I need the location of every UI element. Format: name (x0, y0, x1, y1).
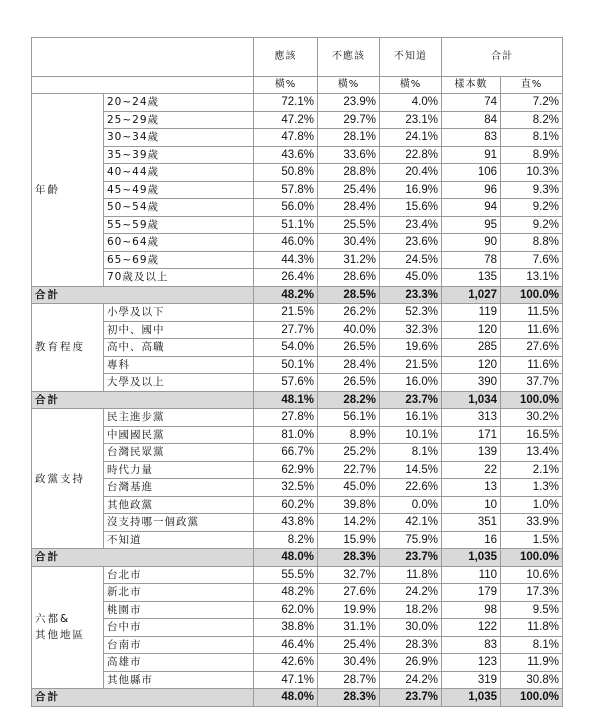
value-cell: 25.4% (318, 181, 380, 199)
value-cell: 390 (442, 374, 501, 392)
value-cell: 33.6% (318, 146, 380, 164)
table-row (32, 409, 563, 427)
value-cell: 30.2% (501, 409, 563, 427)
category-cell: 台灣基進 (104, 479, 254, 497)
value-cell: 45.0% (318, 479, 380, 497)
value-cell: 38.8% (254, 619, 318, 637)
total-value-cell: 48.1% (254, 391, 318, 409)
total-value-cell: 1,034 (442, 391, 501, 409)
value-cell: 8.2% (501, 111, 563, 129)
value-cell: 81.0% (254, 426, 318, 444)
total-value-cell: 23.3% (380, 286, 442, 304)
value-cell: 28.4% (318, 199, 380, 217)
value-cell: 110 (442, 566, 501, 584)
value-cell: 27.8% (254, 409, 318, 427)
total-value-cell: 23.7% (380, 689, 442, 707)
total-label: 合計 (32, 689, 254, 707)
value-cell: 16.0% (380, 374, 442, 392)
value-cell: 30.4% (318, 234, 380, 252)
value-cell: 8.8% (501, 234, 563, 252)
value-cell: 15.9% (318, 531, 380, 549)
crosstab-table (31, 37, 563, 707)
category-cell: 50~54歲 (104, 199, 254, 217)
total-value-cell: 23.7% (380, 549, 442, 567)
value-cell: 19.9% (318, 601, 380, 619)
subheader-cell: 直% (501, 77, 563, 94)
group-label-line: 教育程度 (35, 341, 85, 354)
value-cell: 32.3% (380, 321, 442, 339)
table-row (32, 531, 563, 549)
value-cell: 8.1% (501, 129, 563, 147)
value-cell: 10.1% (380, 426, 442, 444)
table-row (32, 619, 563, 637)
value-cell: 23.4% (380, 216, 442, 234)
category-cell: 65~69歲 (104, 251, 254, 269)
total-value-cell: 100.0% (501, 391, 563, 409)
category-cell: 30~34歲 (104, 129, 254, 147)
group-label-line: 其他地區 (35, 629, 85, 642)
value-cell: 23.1% (380, 111, 442, 129)
value-cell: 13.1% (501, 269, 563, 287)
category-cell: 中國國民黨 (104, 426, 254, 444)
value-cell: 47.8% (254, 129, 318, 147)
subheader-cell: 樣本數 (442, 77, 501, 94)
value-cell: 43.6% (254, 146, 318, 164)
table-row (32, 216, 563, 234)
value-cell: 27.6% (318, 584, 380, 602)
value-cell: 16.5% (501, 426, 563, 444)
category-cell: 大學及以上 (104, 374, 254, 392)
category-cell: 小學及以下 (104, 304, 254, 322)
value-cell: 16 (442, 531, 501, 549)
value-cell: 17.3% (501, 584, 563, 602)
table-row (32, 304, 563, 322)
category-cell: 其他縣市 (104, 671, 254, 689)
table-row (32, 566, 563, 584)
value-cell: 23.6% (380, 234, 442, 252)
value-cell: 123 (442, 654, 501, 672)
value-cell: 9.2% (501, 199, 563, 217)
table-row (32, 514, 563, 532)
value-cell: 26.2% (318, 304, 380, 322)
value-cell: 72.1% (254, 94, 318, 112)
subheader-row (32, 77, 563, 94)
category-cell: 台北市 (104, 566, 254, 584)
total-value-cell: 28.2% (318, 391, 380, 409)
total-value-cell: 1,035 (442, 549, 501, 567)
value-cell: 28.7% (318, 671, 380, 689)
value-cell: 11.9% (501, 654, 563, 672)
total-label: 合計 (32, 549, 254, 567)
header-corner (32, 38, 254, 77)
table-row (32, 444, 563, 462)
value-cell: 31.1% (318, 619, 380, 637)
value-cell: 25.2% (318, 444, 380, 462)
value-cell: 56.0% (254, 199, 318, 217)
category-cell: 55~59歲 (104, 216, 254, 234)
group-label-line: 六都& (35, 613, 71, 626)
value-cell: 84 (442, 111, 501, 129)
table-row (32, 461, 563, 479)
value-cell: 30.8% (501, 671, 563, 689)
value-cell: 66.7% (254, 444, 318, 462)
header-row (32, 38, 563, 77)
total-value-cell: 48.0% (254, 689, 318, 707)
value-cell: 13 (442, 479, 501, 497)
value-cell: 21.5% (380, 356, 442, 374)
value-cell: 28.3% (380, 636, 442, 654)
value-cell: 46.0% (254, 234, 318, 252)
category-cell: 民主進步黨 (104, 409, 254, 427)
value-cell: 9.2% (501, 216, 563, 234)
table-row (32, 479, 563, 497)
col-header-total: 合計 (442, 38, 563, 77)
value-cell: 7.2% (501, 94, 563, 112)
value-cell: 351 (442, 514, 501, 532)
value-cell: 11.6% (501, 356, 563, 374)
value-cell: 8.1% (380, 444, 442, 462)
table-row (32, 654, 563, 672)
value-cell: 8.2% (254, 531, 318, 549)
group-label (32, 566, 104, 689)
group-label-line: 年齡 (35, 183, 60, 196)
subheader-cell: 橫% (254, 77, 318, 94)
value-cell: 7.6% (501, 251, 563, 269)
value-cell: 28.8% (318, 164, 380, 182)
value-cell: 50.1% (254, 356, 318, 374)
value-cell: 135 (442, 269, 501, 287)
value-cell: 8.9% (318, 426, 380, 444)
value-cell: 0.0% (380, 496, 442, 514)
group-label (32, 304, 104, 392)
value-cell: 54.0% (254, 339, 318, 357)
value-cell: 9.3% (501, 181, 563, 199)
table-row (32, 374, 563, 392)
value-cell: 16.9% (380, 181, 442, 199)
table-row (32, 269, 563, 287)
total-value-cell: 1,027 (442, 286, 501, 304)
value-cell: 40.0% (318, 321, 380, 339)
value-cell: 51.1% (254, 216, 318, 234)
category-cell: 70歲及以上 (104, 269, 254, 287)
value-cell: 179 (442, 584, 501, 602)
table-row (32, 111, 563, 129)
value-cell: 42.6% (254, 654, 318, 672)
total-value-cell: 28.5% (318, 286, 380, 304)
value-cell: 28.6% (318, 269, 380, 287)
value-cell: 29.7% (318, 111, 380, 129)
value-cell: 78 (442, 251, 501, 269)
value-cell: 27.6% (501, 339, 563, 357)
value-cell: 47.2% (254, 111, 318, 129)
col-header-dont-know: 不知道 (380, 38, 442, 77)
value-cell: 57.6% (254, 374, 318, 392)
value-cell: 120 (442, 321, 501, 339)
table-row (32, 356, 563, 374)
value-cell: 18.2% (380, 601, 442, 619)
total-value-cell: 100.0% (501, 549, 563, 567)
value-cell: 57.8% (254, 181, 318, 199)
value-cell: 22.6% (380, 479, 442, 497)
table-row (32, 671, 563, 689)
category-cell: 台灣民眾黨 (104, 444, 254, 462)
value-cell: 120 (442, 356, 501, 374)
category-cell: 40~44歲 (104, 164, 254, 182)
value-cell: 13.4% (501, 444, 563, 462)
table-row (32, 339, 563, 357)
group-label (32, 94, 104, 287)
value-cell: 9.5% (501, 601, 563, 619)
category-cell: 時代力量 (104, 461, 254, 479)
value-cell: 24.5% (380, 251, 442, 269)
total-value-cell: 28.3% (318, 549, 380, 567)
total-row (32, 549, 563, 567)
value-cell: 94 (442, 199, 501, 217)
category-cell: 台中市 (104, 619, 254, 637)
value-cell: 44.3% (254, 251, 318, 269)
value-cell: 119 (442, 304, 501, 322)
table-row (32, 146, 563, 164)
category-cell: 桃園市 (104, 601, 254, 619)
value-cell: 11.8% (501, 619, 563, 637)
category-cell: 初中、國中 (104, 321, 254, 339)
value-cell: 28.4% (318, 356, 380, 374)
col-header-should: 應該 (254, 38, 318, 77)
value-cell: 32.5% (254, 479, 318, 497)
value-cell: 30.0% (380, 619, 442, 637)
category-cell: 專科 (104, 356, 254, 374)
value-cell: 10.6% (501, 566, 563, 584)
value-cell: 43.8% (254, 514, 318, 532)
table-row (32, 234, 563, 252)
value-cell: 55.5% (254, 566, 318, 584)
table-row (32, 496, 563, 514)
category-cell: 沒支持哪一個政黨 (104, 514, 254, 532)
table-row (32, 636, 563, 654)
value-cell: 98 (442, 601, 501, 619)
total-value-cell: 100.0% (501, 689, 563, 707)
group-label-line: 政黨支持 (35, 472, 85, 485)
table-row (32, 321, 563, 339)
value-cell: 11.6% (501, 321, 563, 339)
value-cell: 22.8% (380, 146, 442, 164)
total-value-cell: 23.7% (380, 391, 442, 409)
value-cell: 37.7% (501, 374, 563, 392)
value-cell: 62.0% (254, 601, 318, 619)
category-cell: 25~29歲 (104, 111, 254, 129)
value-cell: 26.5% (318, 339, 380, 357)
value-cell: 83 (442, 129, 501, 147)
value-cell: 30.4% (318, 654, 380, 672)
category-cell: 45~49歲 (104, 181, 254, 199)
value-cell: 22 (442, 461, 501, 479)
value-cell: 60.2% (254, 496, 318, 514)
value-cell: 95 (442, 216, 501, 234)
value-cell: 33.9% (501, 514, 563, 532)
value-cell: 10.3% (501, 164, 563, 182)
table-row (32, 426, 563, 444)
total-row (32, 391, 563, 409)
subheader-cell: 橫% (318, 77, 380, 94)
table-row (32, 181, 563, 199)
value-cell: 139 (442, 444, 501, 462)
category-cell: 高中、高職 (104, 339, 254, 357)
category-cell: 高雄市 (104, 654, 254, 672)
value-cell: 27.7% (254, 321, 318, 339)
value-cell: 19.6% (380, 339, 442, 357)
value-cell: 50.8% (254, 164, 318, 182)
value-cell: 8.9% (501, 146, 563, 164)
group-label (32, 409, 104, 549)
value-cell: 15.6% (380, 199, 442, 217)
value-cell: 4.0% (380, 94, 442, 112)
value-cell: 28.1% (318, 129, 380, 147)
value-cell: 11.5% (501, 304, 563, 322)
value-cell: 32.7% (318, 566, 380, 584)
table-row (32, 164, 563, 182)
value-cell: 8.1% (501, 636, 563, 654)
value-cell: 24.2% (380, 584, 442, 602)
value-cell: 26.4% (254, 269, 318, 287)
value-cell: 106 (442, 164, 501, 182)
category-cell: 20~24歲 (104, 94, 254, 112)
value-cell: 1.5% (501, 531, 563, 549)
value-cell: 319 (442, 671, 501, 689)
value-cell: 2.1% (501, 461, 563, 479)
value-cell: 26.9% (380, 654, 442, 672)
value-cell: 48.2% (254, 584, 318, 602)
value-cell: 83 (442, 636, 501, 654)
value-cell: 26.5% (318, 374, 380, 392)
total-row (32, 689, 563, 707)
value-cell: 16.1% (380, 409, 442, 427)
table-row (32, 199, 563, 217)
category-cell: 35~39歲 (104, 146, 254, 164)
value-cell: 91 (442, 146, 501, 164)
value-cell: 56.1% (318, 409, 380, 427)
category-cell: 台南市 (104, 636, 254, 654)
value-cell: 1.3% (501, 479, 563, 497)
subheader-cell: 橫% (380, 77, 442, 94)
value-cell: 25.4% (318, 636, 380, 654)
value-cell: 285 (442, 339, 501, 357)
value-cell: 20.4% (380, 164, 442, 182)
value-cell: 24.2% (380, 671, 442, 689)
value-cell: 39.8% (318, 496, 380, 514)
value-cell: 14.2% (318, 514, 380, 532)
total-value-cell: 48.2% (254, 286, 318, 304)
table-row (32, 601, 563, 619)
value-cell: 10 (442, 496, 501, 514)
total-row (32, 286, 563, 304)
value-cell: 45.0% (380, 269, 442, 287)
category-cell: 60~64歲 (104, 234, 254, 252)
value-cell: 23.9% (318, 94, 380, 112)
table-row (32, 129, 563, 147)
total-value-cell: 100.0% (501, 286, 563, 304)
value-cell: 21.5% (254, 304, 318, 322)
category-cell: 其他政黨 (104, 496, 254, 514)
total-value-cell: 48.0% (254, 549, 318, 567)
value-cell: 14.5% (380, 461, 442, 479)
value-cell: 96 (442, 181, 501, 199)
value-cell: 1.0% (501, 496, 563, 514)
value-cell: 62.9% (254, 461, 318, 479)
value-cell: 22.7% (318, 461, 380, 479)
total-value-cell: 1,035 (442, 689, 501, 707)
value-cell: 90 (442, 234, 501, 252)
value-cell: 47.1% (254, 671, 318, 689)
value-cell: 313 (442, 409, 501, 427)
value-cell: 74 (442, 94, 501, 112)
value-cell: 122 (442, 619, 501, 637)
value-cell: 42.1% (380, 514, 442, 532)
category-cell: 新北市 (104, 584, 254, 602)
table-row (32, 584, 563, 602)
value-cell: 31.2% (318, 251, 380, 269)
table-row (32, 251, 563, 269)
subheader-corner (32, 77, 254, 94)
col-header-should-not: 不應該 (318, 38, 380, 77)
category-cell: 不知道 (104, 531, 254, 549)
total-label: 合計 (32, 391, 254, 409)
value-cell: 52.3% (380, 304, 442, 322)
table-row (32, 94, 563, 112)
value-cell: 25.5% (318, 216, 380, 234)
value-cell: 11.8% (380, 566, 442, 584)
value-cell: 171 (442, 426, 501, 444)
value-cell: 46.4% (254, 636, 318, 654)
total-label: 合計 (32, 286, 254, 304)
total-value-cell: 28.3% (318, 689, 380, 707)
value-cell: 75.9% (380, 531, 442, 549)
value-cell: 24.1% (380, 129, 442, 147)
